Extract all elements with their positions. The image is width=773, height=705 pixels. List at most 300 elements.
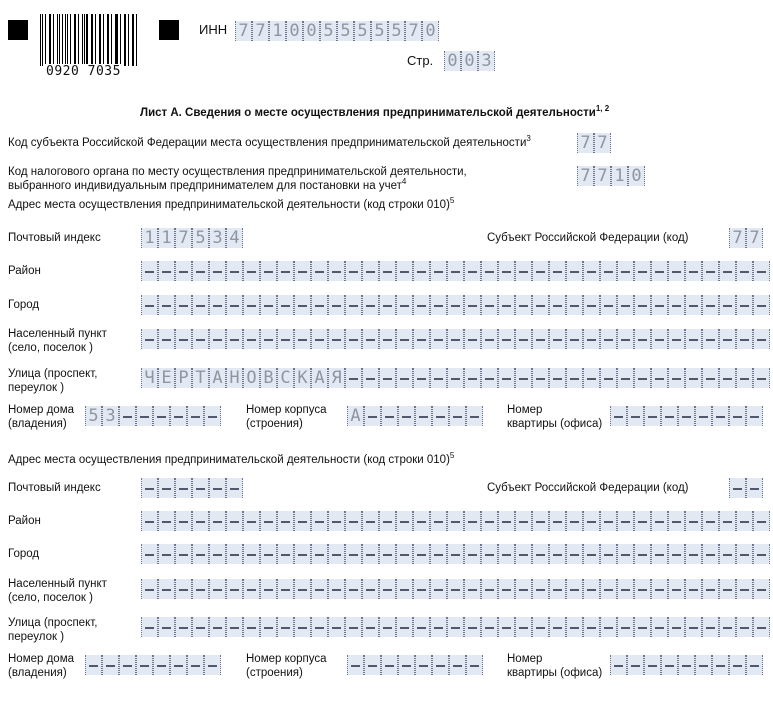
char-cell[interactable] (277, 579, 294, 599)
char-cell[interactable] (311, 261, 328, 281)
inn-field[interactable] (235, 21, 439, 41)
char-cell[interactable] (396, 329, 413, 349)
char-cell[interactable] (328, 617, 345, 637)
char-cell[interactable] (549, 579, 566, 599)
char-cell[interactable]: 7 (405, 21, 422, 41)
char-cell[interactable] (566, 261, 583, 281)
char-cell[interactable] (277, 261, 294, 281)
char-cell[interactable] (644, 655, 661, 675)
char-cell[interactable] (668, 544, 685, 564)
char-cell[interactable] (413, 261, 430, 281)
char-cell[interactable] (617, 544, 634, 564)
char-cell[interactable] (583, 544, 600, 564)
char-cell[interactable] (175, 478, 192, 498)
char-cell[interactable]: Е (158, 368, 175, 388)
char-cell[interactable] (729, 406, 746, 426)
char-cell[interactable] (695, 406, 712, 426)
char-cell[interactable]: 3 (102, 406, 119, 426)
char-cell[interactable] (449, 655, 466, 675)
char-cell[interactable]: Р (175, 368, 192, 388)
char-cell[interactable] (753, 544, 770, 564)
char-cell[interactable] (566, 368, 583, 388)
char-cell[interactable] (209, 617, 226, 637)
char-cell[interactable] (634, 617, 651, 637)
char-cell[interactable] (328, 295, 345, 315)
char-cell[interactable] (600, 368, 617, 388)
char-cell[interactable] (141, 478, 158, 498)
char-cell[interactable] (668, 579, 685, 599)
char-cell[interactable] (396, 579, 413, 599)
char-cell[interactable] (566, 617, 583, 637)
char-cell[interactable] (187, 406, 204, 426)
char-cell[interactable] (396, 295, 413, 315)
char-cell[interactable]: 7 (746, 228, 763, 248)
char-cell[interactable] (175, 511, 192, 531)
char-cell[interactable] (226, 544, 243, 564)
char-cell[interactable]: 3 (209, 228, 226, 248)
char-cell[interactable] (600, 295, 617, 315)
char-cell[interactable] (362, 617, 379, 637)
char-cell[interactable] (413, 544, 430, 564)
char-cell[interactable] (209, 579, 226, 599)
char-cell[interactable] (634, 579, 651, 599)
char-cell[interactable] (379, 617, 396, 637)
char-cell[interactable] (719, 329, 736, 349)
char-cell[interactable] (432, 406, 449, 426)
char-cell[interactable] (192, 295, 209, 315)
char-cell[interactable] (141, 295, 158, 315)
char-cell[interactable] (600, 617, 617, 637)
char-cell[interactable] (566, 329, 583, 349)
char-cell[interactable] (600, 329, 617, 349)
char-cell[interactable] (328, 261, 345, 281)
char-cell[interactable] (464, 579, 481, 599)
char-cell[interactable] (668, 329, 685, 349)
char-cell[interactable] (153, 655, 170, 675)
char-cell[interactable] (685, 261, 702, 281)
char-cell[interactable] (651, 329, 668, 349)
char-cell[interactable] (481, 329, 498, 349)
char-cell[interactable] (447, 617, 464, 637)
address1-subject-field[interactable] (729, 228, 763, 248)
char-cell[interactable] (566, 295, 583, 315)
char-cell[interactable] (583, 579, 600, 599)
char-cell[interactable] (651, 511, 668, 531)
char-cell[interactable] (634, 295, 651, 315)
char-cell[interactable] (136, 406, 153, 426)
char-cell[interactable] (447, 368, 464, 388)
char-cell[interactable] (413, 579, 430, 599)
char-cell[interactable] (362, 511, 379, 531)
char-cell[interactable] (566, 579, 583, 599)
char-cell[interactable] (736, 295, 753, 315)
char-cell[interactable] (515, 579, 532, 599)
char-cell[interactable] (430, 511, 447, 531)
char-cell[interactable] (158, 544, 175, 564)
char-cell[interactable] (583, 368, 600, 388)
char-cell[interactable]: А (209, 368, 226, 388)
char-cell[interactable] (158, 261, 175, 281)
char-cell[interactable] (668, 617, 685, 637)
address2-subject-field[interactable] (729, 478, 763, 498)
char-cell[interactable] (753, 368, 770, 388)
char-cell[interactable] (753, 579, 770, 599)
char-cell[interactable] (413, 511, 430, 531)
address2-street-field[interactable] (141, 617, 770, 637)
address1-city-field[interactable] (141, 295, 770, 315)
char-cell[interactable] (141, 329, 158, 349)
char-cell[interactable] (192, 329, 209, 349)
char-cell[interactable]: 5 (354, 21, 371, 41)
char-cell[interactable] (379, 295, 396, 315)
char-cell[interactable] (702, 579, 719, 599)
char-cell[interactable] (294, 261, 311, 281)
char-cell[interactable] (396, 544, 413, 564)
char-cell[interactable] (432, 655, 449, 675)
char-cell[interactable]: 0 (444, 51, 461, 71)
char-cell[interactable] (396, 368, 413, 388)
char-cell[interactable]: 7 (594, 166, 611, 186)
char-cell[interactable] (141, 511, 158, 531)
char-cell[interactable] (362, 368, 379, 388)
char-cell[interactable] (498, 511, 515, 531)
char-cell[interactable] (311, 511, 328, 531)
char-cell[interactable] (515, 295, 532, 315)
char-cell[interactable] (719, 368, 736, 388)
char-cell[interactable] (413, 295, 430, 315)
char-cell[interactable] (736, 579, 753, 599)
tax-office-field[interactable] (577, 166, 645, 186)
char-cell[interactable] (260, 295, 277, 315)
char-cell[interactable] (702, 295, 719, 315)
char-cell[interactable] (583, 617, 600, 637)
char-cell[interactable] (719, 295, 736, 315)
char-cell[interactable] (515, 544, 532, 564)
char-cell[interactable] (192, 617, 209, 637)
char-cell[interactable] (430, 368, 447, 388)
char-cell[interactable] (141, 579, 158, 599)
char-cell[interactable]: Я (328, 368, 345, 388)
char-cell[interactable] (617, 295, 634, 315)
char-cell[interactable] (549, 368, 566, 388)
char-cell[interactable] (498, 579, 515, 599)
char-cell[interactable] (260, 511, 277, 531)
char-cell[interactable] (204, 655, 221, 675)
char-cell[interactable] (600, 511, 617, 531)
char-cell[interactable] (345, 617, 362, 637)
char-cell[interactable] (668, 511, 685, 531)
char-cell[interactable] (532, 617, 549, 637)
char-cell[interactable] (226, 579, 243, 599)
address2-apartment-field[interactable] (610, 655, 763, 675)
address2-building-field[interactable] (347, 655, 483, 675)
char-cell[interactable] (345, 261, 362, 281)
char-cell[interactable] (364, 406, 381, 426)
char-cell[interactable] (600, 579, 617, 599)
char-cell[interactable] (549, 261, 566, 281)
char-cell[interactable] (175, 617, 192, 637)
address2-district-field[interactable] (141, 511, 770, 531)
char-cell[interactable] (398, 655, 415, 675)
char-cell[interactable]: 1 (158, 228, 175, 248)
char-cell[interactable] (243, 295, 260, 315)
char-cell[interactable] (481, 295, 498, 315)
char-cell[interactable] (209, 329, 226, 349)
char-cell[interactable] (260, 261, 277, 281)
char-cell[interactable] (712, 406, 729, 426)
char-cell[interactable] (243, 511, 260, 531)
char-cell[interactable] (719, 544, 736, 564)
char-cell[interactable] (362, 295, 379, 315)
char-cell[interactable] (702, 544, 719, 564)
char-cell[interactable] (515, 329, 532, 349)
char-cell[interactable] (651, 261, 668, 281)
char-cell[interactable]: 0 (286, 21, 303, 41)
char-cell[interactable]: Ч (141, 368, 158, 388)
char-cell[interactable] (753, 511, 770, 531)
char-cell[interactable] (294, 617, 311, 637)
char-cell[interactable] (668, 261, 685, 281)
address1-postal-field[interactable] (141, 228, 243, 248)
char-cell[interactable] (702, 511, 719, 531)
char-cell[interactable] (141, 261, 158, 281)
char-cell[interactable] (447, 261, 464, 281)
char-cell[interactable]: 1 (611, 166, 628, 186)
address1-settlement-field[interactable] (141, 329, 770, 349)
char-cell[interactable] (243, 617, 260, 637)
char-cell[interactable] (515, 261, 532, 281)
char-cell[interactable] (362, 544, 379, 564)
char-cell[interactable] (532, 261, 549, 281)
char-cell[interactable] (634, 329, 651, 349)
char-cell[interactable] (685, 579, 702, 599)
char-cell[interactable] (661, 655, 678, 675)
char-cell[interactable] (549, 617, 566, 637)
char-cell[interactable] (294, 544, 311, 564)
char-cell[interactable] (277, 544, 294, 564)
char-cell[interactable] (328, 329, 345, 349)
char-cell[interactable] (746, 655, 763, 675)
char-cell[interactable] (345, 544, 362, 564)
char-cell[interactable]: К (294, 368, 311, 388)
char-cell[interactable] (498, 617, 515, 637)
char-cell[interactable] (294, 511, 311, 531)
char-cell[interactable] (668, 368, 685, 388)
char-cell[interactable] (158, 478, 175, 498)
char-cell[interactable] (600, 261, 617, 281)
char-cell[interactable] (175, 261, 192, 281)
char-cell[interactable] (729, 655, 746, 675)
char-cell[interactable] (600, 544, 617, 564)
char-cell[interactable] (617, 368, 634, 388)
char-cell[interactable] (175, 544, 192, 564)
char-cell[interactable]: А (311, 368, 328, 388)
char-cell[interactable] (209, 511, 226, 531)
char-cell[interactable] (311, 544, 328, 564)
char-cell[interactable] (651, 579, 668, 599)
char-cell[interactable]: 4 (226, 228, 243, 248)
char-cell[interactable] (413, 617, 430, 637)
char-cell[interactable] (498, 261, 515, 281)
char-cell[interactable] (466, 406, 483, 426)
char-cell[interactable] (379, 261, 396, 281)
char-cell[interactable] (311, 617, 328, 637)
char-cell[interactable] (226, 617, 243, 637)
char-cell[interactable] (294, 579, 311, 599)
address1-house-field[interactable] (85, 406, 221, 426)
char-cell[interactable]: 7 (594, 133, 611, 153)
char-cell[interactable] (712, 655, 729, 675)
char-cell[interactable] (566, 511, 583, 531)
char-cell[interactable] (396, 261, 413, 281)
char-cell[interactable] (685, 511, 702, 531)
char-cell[interactable] (260, 579, 277, 599)
char-cell[interactable] (175, 579, 192, 599)
char-cell[interactable] (617, 261, 634, 281)
char-cell[interactable] (466, 655, 483, 675)
char-cell[interactable] (627, 655, 644, 675)
char-cell[interactable]: 7 (235, 21, 252, 41)
char-cell[interactable]: 7 (729, 228, 746, 248)
char-cell[interactable] (85, 655, 102, 675)
char-cell[interactable] (379, 329, 396, 349)
char-cell[interactable] (277, 511, 294, 531)
char-cell[interactable] (396, 511, 413, 531)
char-cell[interactable] (464, 511, 481, 531)
char-cell[interactable] (610, 406, 627, 426)
char-cell[interactable] (187, 655, 204, 675)
char-cell[interactable]: 5 (320, 21, 337, 41)
char-cell[interactable] (277, 617, 294, 637)
char-cell[interactable] (260, 617, 277, 637)
char-cell[interactable]: 5 (371, 21, 388, 41)
char-cell[interactable] (651, 544, 668, 564)
char-cell[interactable] (153, 406, 170, 426)
char-cell[interactable] (413, 368, 430, 388)
char-cell[interactable] (617, 511, 634, 531)
char-cell[interactable] (192, 511, 209, 531)
address1-street-field[interactable] (141, 368, 770, 388)
char-cell[interactable] (651, 295, 668, 315)
char-cell[interactable] (695, 655, 712, 675)
char-cell[interactable] (209, 295, 226, 315)
char-cell[interactable] (583, 261, 600, 281)
char-cell[interactable] (141, 544, 158, 564)
char-cell[interactable] (449, 406, 466, 426)
char-cell[interactable] (617, 617, 634, 637)
char-cell[interactable] (260, 544, 277, 564)
address2-postal-field[interactable] (141, 478, 243, 498)
char-cell[interactable]: 1 (269, 21, 286, 41)
char-cell[interactable] (498, 368, 515, 388)
char-cell[interactable] (464, 617, 481, 637)
char-cell[interactable] (158, 295, 175, 315)
address2-house-field[interactable] (85, 655, 221, 675)
char-cell[interactable] (634, 511, 651, 531)
char-cell[interactable]: 0 (422, 21, 439, 41)
char-cell[interactable] (119, 655, 136, 675)
char-cell[interactable]: 0 (461, 51, 478, 71)
char-cell[interactable] (277, 329, 294, 349)
char-cell[interactable] (379, 579, 396, 599)
char-cell[interactable] (226, 329, 243, 349)
char-cell[interactable] (447, 579, 464, 599)
char-cell[interactable] (651, 617, 668, 637)
char-cell[interactable] (464, 295, 481, 315)
char-cell[interactable] (481, 579, 498, 599)
char-cell[interactable] (736, 368, 753, 388)
char-cell[interactable] (515, 368, 532, 388)
char-cell[interactable] (226, 295, 243, 315)
char-cell[interactable] (617, 579, 634, 599)
char-cell[interactable] (566, 544, 583, 564)
char-cell[interactable] (515, 617, 532, 637)
char-cell[interactable]: 7 (252, 21, 269, 41)
char-cell[interactable]: Т (192, 368, 209, 388)
char-cell[interactable] (668, 295, 685, 315)
char-cell[interactable] (345, 295, 362, 315)
char-cell[interactable] (753, 329, 770, 349)
char-cell[interactable] (532, 511, 549, 531)
char-cell[interactable] (498, 329, 515, 349)
char-cell[interactable] (192, 544, 209, 564)
char-cell[interactable] (610, 655, 627, 675)
char-cell[interactable]: 5 (337, 21, 354, 41)
char-cell[interactable] (430, 329, 447, 349)
address1-apartment-field[interactable] (610, 406, 763, 426)
char-cell[interactable] (678, 655, 695, 675)
char-cell[interactable] (719, 617, 736, 637)
char-cell[interactable] (226, 261, 243, 281)
address2-settlement-field[interactable] (141, 579, 770, 599)
char-cell[interactable] (170, 406, 187, 426)
char-cell[interactable] (481, 617, 498, 637)
char-cell[interactable]: 5 (85, 406, 102, 426)
char-cell[interactable] (532, 295, 549, 315)
char-cell[interactable] (204, 406, 221, 426)
char-cell[interactable] (498, 544, 515, 564)
char-cell[interactable] (583, 329, 600, 349)
char-cell[interactable] (119, 406, 136, 426)
char-cell[interactable] (379, 511, 396, 531)
char-cell[interactable] (634, 261, 651, 281)
char-cell[interactable] (328, 511, 345, 531)
char-cell[interactable] (141, 617, 158, 637)
char-cell[interactable] (192, 261, 209, 281)
page-number-field[interactable] (444, 51, 495, 71)
char-cell[interactable] (345, 368, 362, 388)
char-cell[interactable] (753, 617, 770, 637)
char-cell[interactable] (209, 261, 226, 281)
char-cell[interactable] (345, 511, 362, 531)
char-cell[interactable] (464, 329, 481, 349)
char-cell[interactable] (685, 617, 702, 637)
char-cell[interactable] (243, 261, 260, 281)
char-cell[interactable] (651, 368, 668, 388)
char-cell[interactable] (481, 511, 498, 531)
char-cell[interactable] (381, 655, 398, 675)
char-cell[interactable] (678, 406, 695, 426)
char-cell[interactable] (719, 511, 736, 531)
char-cell[interactable]: 7 (175, 228, 192, 248)
char-cell[interactable] (702, 261, 719, 281)
char-cell[interactable] (209, 478, 226, 498)
char-cell[interactable]: 5 (388, 21, 405, 41)
char-cell[interactable] (753, 261, 770, 281)
char-cell[interactable] (617, 329, 634, 349)
char-cell[interactable] (515, 511, 532, 531)
char-cell[interactable] (311, 329, 328, 349)
